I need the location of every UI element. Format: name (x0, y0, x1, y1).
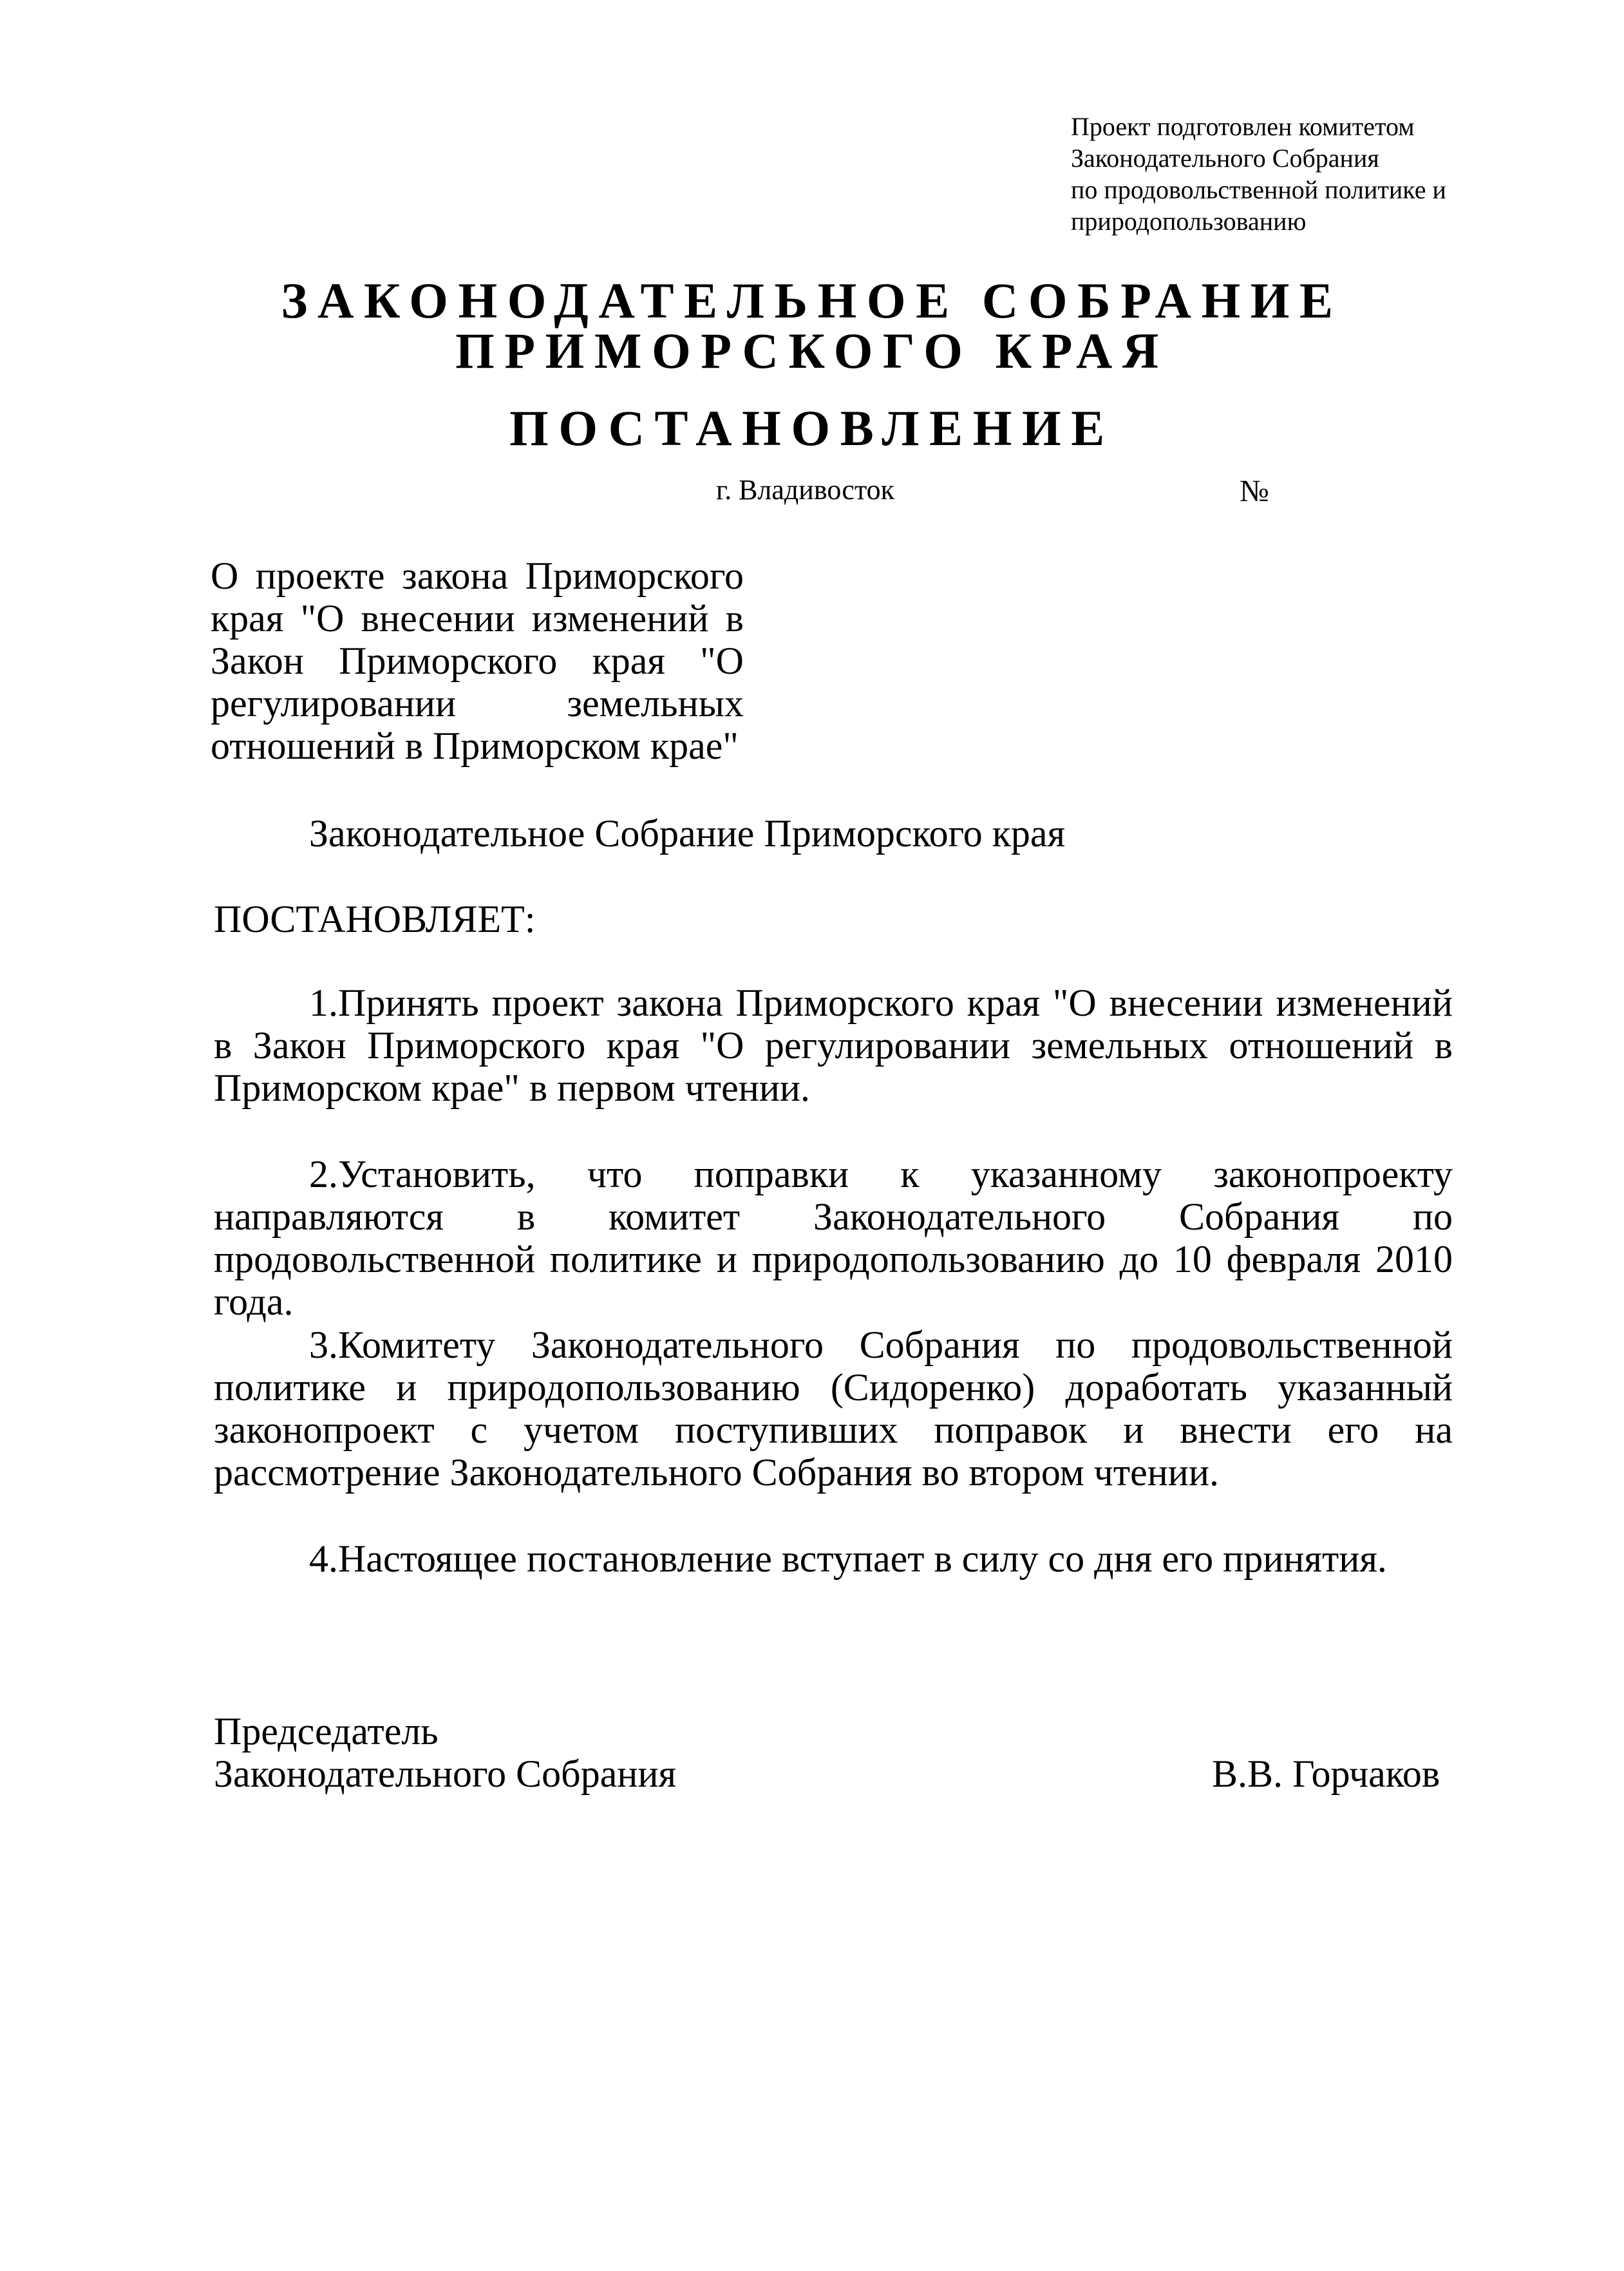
prepared-by-line: природопользованию (1071, 207, 1307, 236)
prepared-by-line: Законодательного Собрания (1071, 144, 1379, 173)
subject-line: О проекте закона Приморского (211, 555, 744, 597)
signatory-title (214, 1710, 676, 1795)
decree-item-3: 3.Комитету Законодательного Собрания по продовольственной политике и природопользованию (Сидоренко) доработать указанный законопроект с учетом поступивших поправок и внести его на рассмотрение Законодательного Собрания во втором чтении. (214, 1324, 1453, 1494)
decree-item-2: 2.Установить, что поправки к указанному законопроекту направляются в комитет Законодательного Собрания по продовольственной политике и природопользованию до 10 февраля 2010 года. (214, 1153, 1453, 1323)
prepared-by-note (1071, 111, 1446, 237)
document-number-label: № (1240, 474, 1269, 508)
assembly-statement: Законодательное Собрание Приморского края (309, 812, 1066, 855)
subject-line: Закон Приморского края "О (211, 640, 744, 682)
city: г. Владивосток (716, 474, 894, 506)
assembly-title: ЗАКОНОДАТЕЛЬНОЕ СОБРАНИЕ (281, 272, 1343, 328)
subject-block (211, 555, 744, 767)
signatory-title-line: Законодательного Собрания (214, 1753, 677, 1795)
decree-item-4: 4.Настоящее постановление вступает в силу со дня его принятия. (309, 1537, 1387, 1580)
assembly-region: ПРИМОРСКОГО КРАЯ (455, 323, 1169, 379)
subject-line: края "О внесении изменений в (211, 597, 744, 640)
subject-line: отношений в Приморском крае" (211, 725, 739, 767)
signatory-name: В.В. Горчаков (1212, 1753, 1440, 1795)
document-type: ПОСТАНОВЛЕНИЕ (509, 400, 1115, 456)
prepared-by-line: по продовольственной политике и (1071, 175, 1446, 204)
decrees-heading: ПОСТАНОВЛЯЕТ: (214, 898, 536, 940)
prepared-by-line: Проект подготовлен комитетом (1071, 112, 1415, 141)
signatory-title-line: Председатель (214, 1710, 439, 1753)
subject-line: регулировании земельных (211, 682, 744, 725)
decree-item-1: 1.Принять проект закона Приморского края "О внесении изменений в Закон Приморского края "О регулировании земельных отношений в Приморском крае" в первом чтении. (214, 982, 1453, 1109)
